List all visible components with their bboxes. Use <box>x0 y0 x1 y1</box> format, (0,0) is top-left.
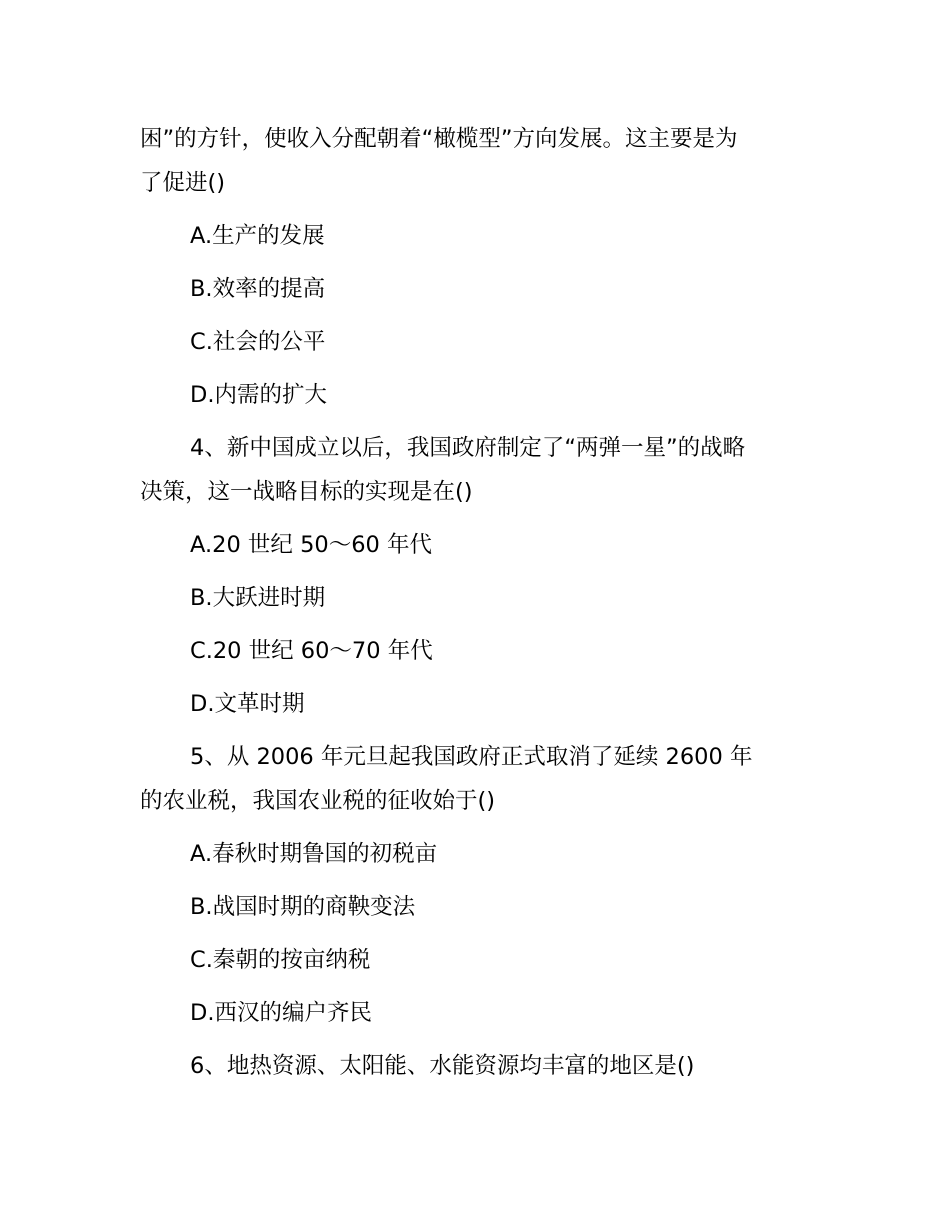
question-4-stem-line-1: 4、新中国成立以后，我国政府制定了“两弹一星”的战略 <box>190 435 746 461</box>
question-6-stem-line-1: 6、地热资源、太阳能、水能资源均丰富的地区是() <box>190 1053 695 1079</box>
question-4-option-a: A.20 世纪 50～60 年代 <box>190 532 432 558</box>
question-5-option-d: D.西汉的编户齐民 <box>190 1000 372 1026</box>
question-4-option-b: B.大跃进时期 <box>190 585 326 611</box>
question-6-stem <box>140 1044 812 1088</box>
question-5-stem <box>140 735 812 823</box>
question-3-stem-line-1: 困”的方针，使收入分配朝着“橄榄型”方向发展。这主要是为 <box>140 126 738 152</box>
question-4-stem-line-2: 决策，这一战略目标的实现是在() <box>140 479 473 505</box>
document-body <box>140 117 812 1097</box>
question-4-option-d: D.文革时期 <box>190 691 305 717</box>
question-5-option-a: A.春秋时期鲁国的初税亩 <box>190 841 438 867</box>
question-5-stem-line-1: 5、从 2006 年元旦起我国政府正式取消了延续 2600 年 <box>190 744 753 770</box>
question-5-option-b: B.战国时期的商鞅变法 <box>190 894 416 920</box>
question-3-option-d: D.内需的扩大 <box>190 382 327 408</box>
question-5-stem-line-2: 的农业税，我国农业税的征收始于() <box>140 788 496 814</box>
question-3-stem-line-2: 了促进() <box>140 170 226 196</box>
question-5-option-c: C.秦朝的按亩纳税 <box>190 947 371 973</box>
question-4-option-c: C.20 世纪 60～70 年代 <box>190 638 433 664</box>
question-3-option-c: C.社会的公平 <box>190 329 326 355</box>
question-3-option-b: B.效率的提高 <box>190 276 326 302</box>
question-3-option-a: A.生产的发展 <box>190 223 325 249</box>
question-4-stem <box>140 426 812 514</box>
question-3-stem <box>140 117 812 205</box>
